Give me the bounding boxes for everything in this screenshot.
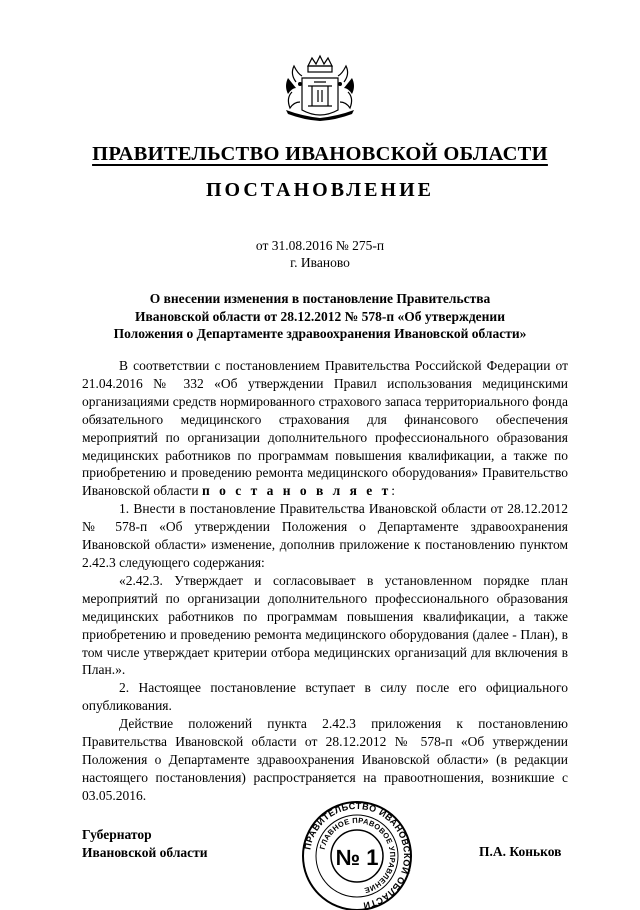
subject-line: Положения о Департаменте здравоохранения Ивановской области» — [113, 326, 527, 341]
svg-text:ГЛАВНОЕ ПРАВОВОЕ УПРАВЛЕНИЕ: ГЛАВНОЕ ПРАВОВОЕ УПРАВЛЕНИЕ — [317, 815, 398, 896]
date-number-block — [0, 237, 640, 271]
coat-of-arms-icon — [282, 52, 358, 122]
quote-paragraph: «2.42.3. Утверждает и согласовывает в установленном порядке план мероприятий по организации дополнительного профессионального образования медицинских работников по программам повышения квалификации, а также приобретению и проведению ремонта медицинского оборудования (далее - План), в том числе утверждает критерии отбора медицинских организаций для включения в План.». — [82, 572, 568, 678]
city: г. Иваново — [290, 255, 350, 270]
organization-title: ПРАВИТЕЛЬСТВО ИВАНОВСКОЙ ОБЛАСТИ — [92, 143, 548, 165]
svg-text:ПРАВИТЕЛЬСТВО ИВАНОВСКОЙ ОБЛАС: ПРАВИТЕЛЬСТВО ИВАНОВСКОЙ ОБЛАСТИ — [302, 800, 413, 910]
document-body — [82, 357, 568, 805]
official-stamp — [296, 800, 418, 910]
signatory-name: П.А. Коньков — [479, 844, 562, 859]
stamp-number: № 1 — [335, 845, 379, 870]
document-type: ПОСТАНОВЛЕНИЕ — [206, 179, 434, 201]
document-subject — [70, 290, 570, 343]
item-1-paragraph: 1. Внести в постановление Правительства Ивановской области от 28.12.2012 № 578-п «Об утверждении Положения о Департаменте здравоохранения Ивановской области» изменение, дополнив приложение к постановлению пунктом 2.42.3 следующего содержания: — [82, 501, 568, 570]
date-number: от 31.08.2016 № 275-п — [255, 238, 385, 253]
resolves-colon: : — [391, 483, 396, 499]
resolves-word: п о с т а н о в л я е т — [201, 483, 392, 499]
preamble-paragraph: В соответствии с постановлением Правительства Российской Федерации от 21.04.2016 № 332 «Об утверждении Правил использования медицинскими организациями средств нормированного страхового запаса территориального фонда обязательного медицинского страхования для финансового обеспечения мероприятий по организации дополнительного профессионального образования медицинских работников по программам повышения квалификации, а также по приобретению и проведению ремонта медицинского оборудования» Правительство Ивановской области п о с т а н о в л я е т: — [82, 358, 568, 499]
subject-line: Ивановской области от 28.12.2012 № 578-п «Об утверждении — [135, 308, 505, 324]
subject-line: О внесении изменения в постановление Правительства — [149, 291, 491, 306]
item-2-paragraph: 2. Настоящее постановление вступает в силу после его официального опубликования. — [82, 680, 568, 714]
signatory-title: Губернатор Ивановской области — [82, 827, 208, 860]
effect-paragraph: Действие положений пункта 2.42.3 приложения к постановлению Правительства Ивановской области от 28.12.2012 № 578-п «Об утверждении Положения о Департаменте здравоохранения Ивановской области» (в редакции настоящего постановления) распространяется на правоотношения, возникшие с 03.05.2016. — [82, 716, 568, 803]
